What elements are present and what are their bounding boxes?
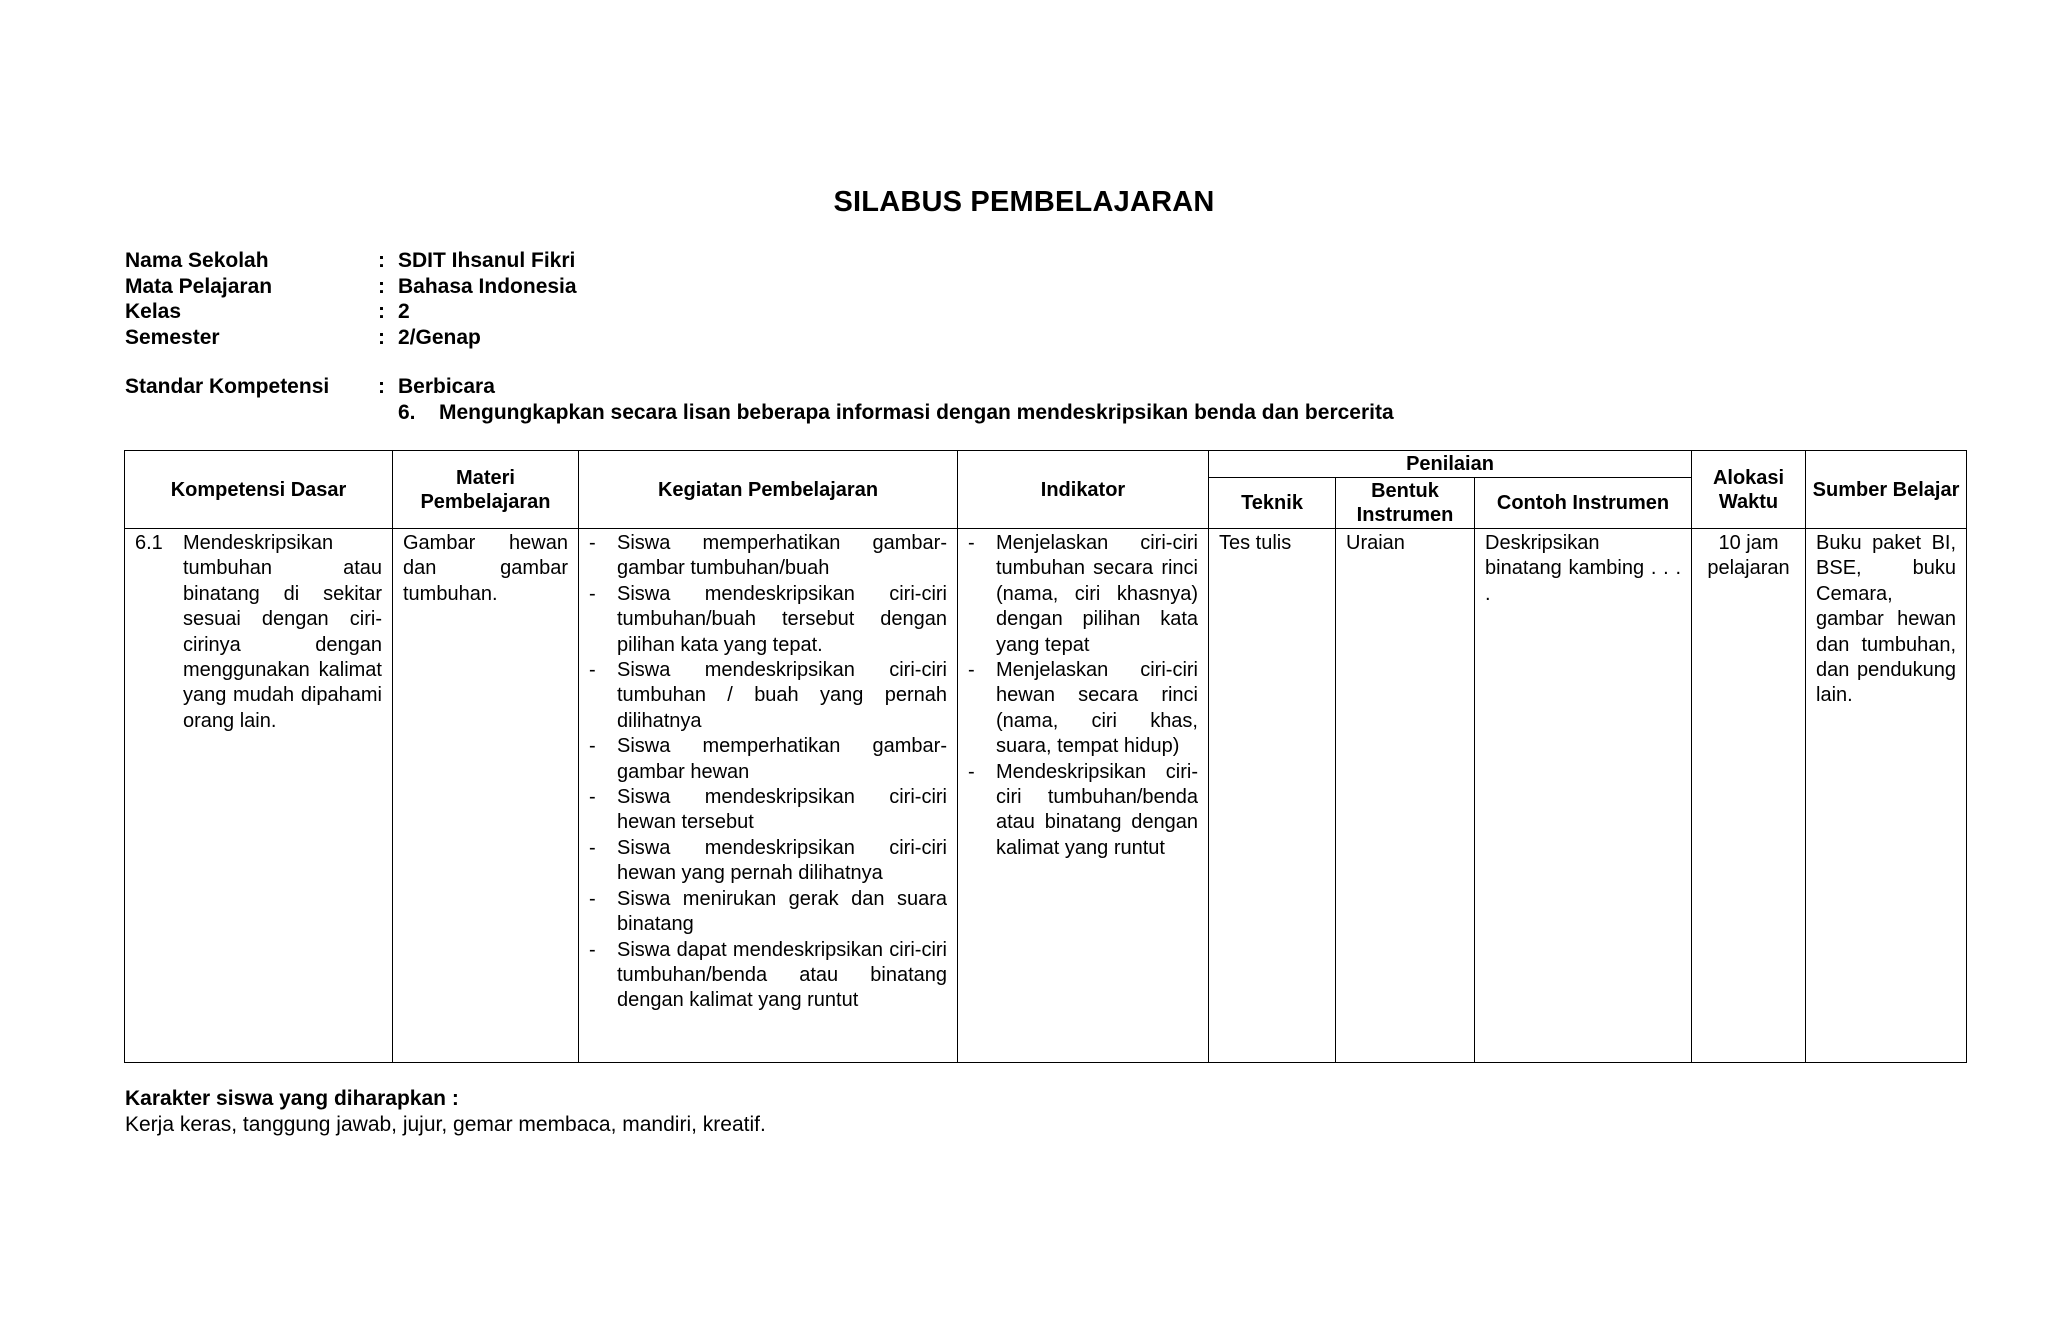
cell-teknik: Tes tulis — [1209, 529, 1336, 1063]
info-row-subject — [125, 274, 577, 300]
list-item: - Siswa mendeskripsikan ciri-ciri hewan yang pernah dilihatnya — [589, 836, 947, 885]
karakter-title: Karakter siswa yang diharapkan : — [125, 1087, 459, 1110]
syllabus-table — [124, 450, 1967, 1063]
standar-kompetensi — [125, 374, 1394, 426]
list-item: - Siswa memperhatikan gambar-gambar hewan — [589, 735, 947, 783]
header-bentuk: Bentuk Instrumen — [1336, 478, 1475, 529]
header-penilaian: Penilaian — [1209, 451, 1692, 478]
page-title: SILABUS PEMBELAJARAN — [833, 186, 1215, 218]
info-colon: : — [378, 249, 385, 272]
list-item: - Siswa mendeskripsikan ciri-ciri tumbuhan / buah yang pernah dilihatnya — [589, 659, 947, 732]
school-info — [125, 248, 577, 350]
list-item: - Siswa mendeskripsikan ciri-ciri hewan tersebut — [589, 786, 947, 834]
info-value: Bahasa Indonesia — [398, 274, 577, 298]
cell-kompetensi-dasar — [125, 529, 393, 1063]
cell-contoh: Deskripsikan binatang kambing . . . . — [1475, 529, 1692, 1063]
info-colon: : — [378, 300, 385, 323]
sk-label: Standar Kompetensi — [125, 375, 330, 398]
info-value: 2 — [398, 300, 410, 323]
info-label: Mata Pelajaran — [125, 274, 273, 298]
header-sumber: Sumber Belajar — [1806, 451, 1967, 529]
info-value: 2/Genap — [398, 325, 481, 349]
info-value: SDIT Ihsanul Fikri — [398, 249, 576, 272]
cell-kegiatan — [579, 529, 958, 1063]
list-item: - Mendeskripsikan ciri-ciri tumbuhan/benda atau binatang dengan kalimat yang runtut — [968, 760, 1198, 859]
header-contoh: Contoh Instrumen — [1475, 478, 1692, 529]
kd-number: 6.1 — [135, 532, 163, 554]
header-materi: Materi Pembelajaran — [393, 451, 579, 529]
info-row-semester — [125, 325, 577, 351]
karakter-text: Kerja keras, tanggung jawab, jujur, gemar membaca, mandiri, kreatif. — [125, 1113, 766, 1136]
list-item: - Siswa mendeskripsikan ciri-ciri tumbuhan/buah tersebut dengan pilihan kata yang tepat. — [589, 582, 947, 656]
list-item: - Siswa menirukan gerak dan suara binatang — [589, 887, 947, 936]
kd-text: Mendeskripsikan tumbuhan atau binatang di sekitar sesuai dengan ciri-cirinya dengan menggunakan kalimat yang mudah dipahami orang lain. — [183, 532, 382, 732]
header-indikator: Indikator — [958, 451, 1209, 529]
header-kegiatan: Kegiatan Pembelajaran — [579, 451, 958, 529]
list-item: - Siswa dapat mendeskripsikan ciri-ciri tumbuhan/benda atau binatang dengan kalimat yang runtut — [589, 938, 947, 1012]
sk-number: 6. — [398, 401, 416, 424]
info-row-class — [125, 299, 577, 325]
info-label: Nama Sekolah — [125, 249, 269, 272]
header-alokasi: Alokasi Waktu — [1692, 451, 1806, 529]
info-colon: : — [378, 325, 385, 349]
header-teknik: Teknik — [1209, 478, 1336, 529]
list-item: - Menjelaskan ciri-ciri tumbuhan secara rinci (nama, ciri khasnya) dengan pilihan kata yang tepat — [968, 532, 1198, 656]
info-colon: : — [378, 274, 385, 298]
info-label: Kelas — [125, 300, 182, 323]
sk-colon: : — [378, 375, 385, 398]
list-item: - Siswa memperhatikan gambar-gambar tumbuhan/buah — [589, 532, 947, 580]
list-item: - Menjelaskan ciri-ciri hewan secara rinci (nama, ciri khas, suara, tempat hidup) — [968, 659, 1198, 758]
cell-indikator — [958, 529, 1209, 1063]
cell-sumber: Buku paket BI, BSE, buku Cemara, gambar hewan dan tumbuhan, dan pendukung lain. — [1806, 529, 1967, 1063]
sk-value: Berbicara — [398, 375, 495, 398]
sk-text: Mengungkapkan secara lisan beberapa informasi dengan mendeskripsikan benda dan bercerita — [439, 401, 1394, 424]
info-row-school — [125, 248, 577, 274]
cell-bentuk: Uraian — [1336, 529, 1475, 1063]
cell-materi: Gambar hewan dan gambar tumbuhan. — [393, 529, 579, 1063]
header-kompetensi-dasar: Kompetensi Dasar — [125, 451, 393, 529]
karakter-section — [125, 1086, 766, 1138]
info-label: Semester — [125, 325, 220, 349]
cell-alokasi: 10 jam pelajaran — [1692, 529, 1806, 1063]
table-row — [125, 529, 1967, 1063]
